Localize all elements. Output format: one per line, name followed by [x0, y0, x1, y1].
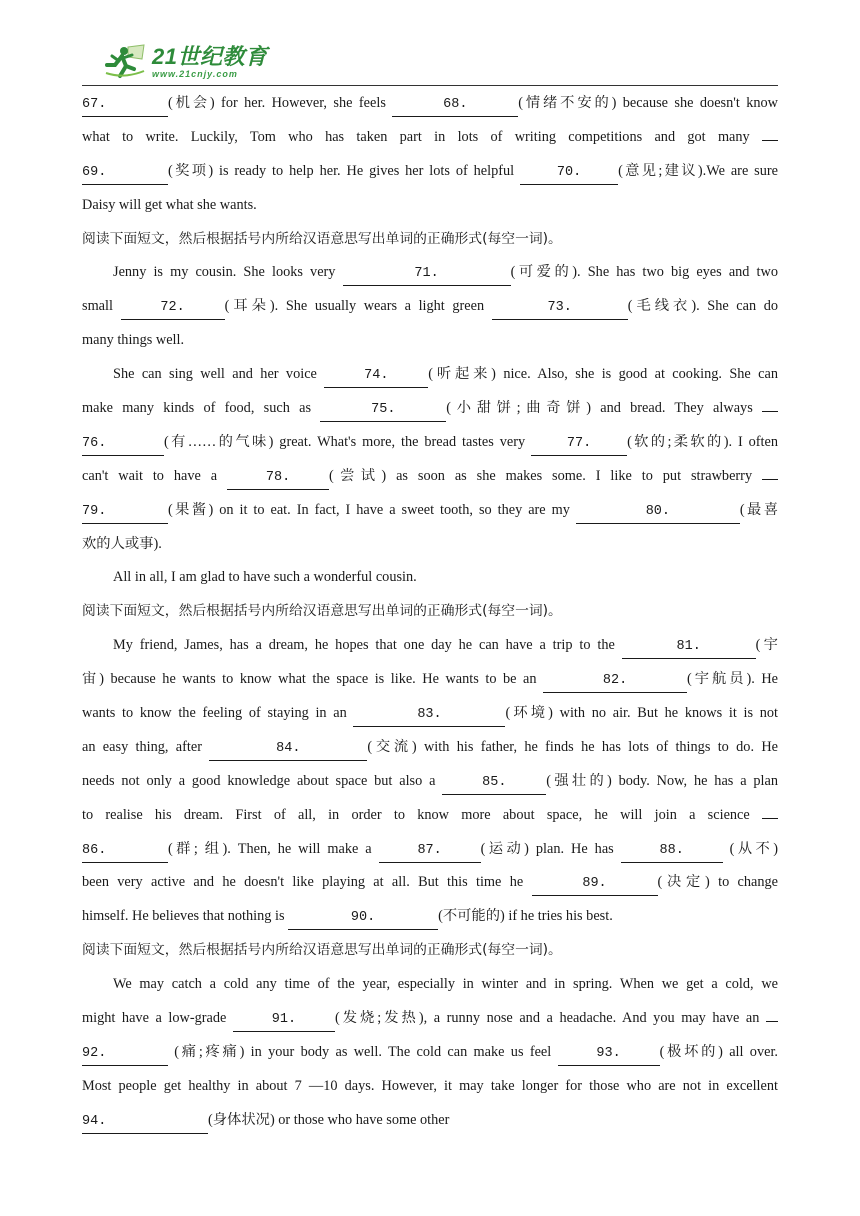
answer-blank-68[interactable]: 68. [392, 94, 518, 117]
text-line: 76. (有……的气味) great. What's more, the bread tastes very 77. (软的;柔软的). I often [82, 426, 778, 460]
text-line: himself. He believes that nothing is 90. (不可能的) if he tries his best. [82, 900, 778, 934]
answer-blank-78[interactable]: 78. [227, 467, 329, 490]
text-line: an easy thing, after 84. (交流) with his father, he finds he has lots of things to do. He [82, 731, 778, 765]
text-line: needs not only a good knowledge about space but also a 85. (强壮的) body. Now, he has a plan [82, 765, 778, 799]
text-line: All in all, I am glad to have such a wonderful cousin. [113, 569, 417, 586]
text-line: We may catch a cold any time of the year, especially in winter and in spring. When we get a cold, we [113, 976, 778, 993]
answer-blank-77[interactable]: 77. [531, 433, 627, 456]
answer-blank-85[interactable]: 85. [442, 772, 546, 795]
text-line: Jenny is my cousin. She looks very 71. (可爱的). She has two big eyes and two [82, 256, 778, 290]
section-instruction: 阅读下面短文，然后根据括号内所给汉语意思写出单词的正确形式(每空一词)。 [82, 603, 562, 620]
section-instruction: 阅读下面短文，然后根据括号内所给汉语意思写出单词的正确形式(每空一词)。 [82, 230, 562, 247]
page-header [82, 40, 778, 86]
answer-blank-82[interactable]: 82. [543, 670, 687, 693]
blank-stub [766, 1007, 778, 1022]
text-line: Most people get healthy in about 7 —10 days. However, it may take longer for those who are not in excellent [82, 1077, 778, 1094]
answer-blank-94[interactable]: 94. [82, 1111, 208, 1134]
answer-blank-84[interactable]: 84. [209, 738, 367, 761]
blank-stub [762, 804, 778, 819]
text-line: My friend, James, has a dream, he hopes that one day he can have a trip to the 81. (宇 [82, 629, 778, 663]
answer-blank-75[interactable]: 75. [320, 399, 446, 422]
text-line: 欢的人或事). [82, 535, 162, 552]
text-line: to realise his dream. First of all, in order to know more about space, he will join a science [82, 799, 778, 833]
text-line: what to write. Luckily, Tom who has taken part in lots of writing competitions and got many [82, 121, 778, 155]
answer-blank-73[interactable]: 73. [492, 297, 628, 320]
answer-blank-91[interactable]: 91. [233, 1009, 335, 1032]
text-line: can't wait to have a 78. (尝试) as soon as she makes some. I like to put strawberry [82, 460, 778, 494]
answer-blank-86[interactable]: 86. [82, 840, 168, 863]
blank-stub [762, 465, 778, 480]
text-line: Daisy will get what she wants. [82, 196, 257, 213]
site-logo [104, 42, 267, 82]
text-line: make many kinds of food, such as 75. (小甜饼;曲奇饼) and bread. They always [82, 392, 778, 426]
logo-url: www.21cnjy.com [152, 68, 238, 79]
answer-blank-90[interactable]: 90. [288, 907, 438, 930]
answer-blank-72[interactable]: 72. [121, 297, 225, 320]
text-line: 67. (机会) for her. However, she feels 68. (情绪不安的) because she doesn't know [82, 87, 778, 121]
answer-blank-67[interactable]: 67. [82, 94, 168, 117]
answer-blank-83[interactable]: 83. [353, 704, 505, 727]
answer-blank-89[interactable]: 89. [532, 873, 658, 896]
answer-blank-79[interactable]: 79. [82, 501, 168, 524]
text-line: 69. (奖项) is ready to help her. He gives her lots of helpful 70. (意见;建议).We are sure [82, 155, 778, 189]
text-line: 宙) because he wants to know what the space is like. He wants to be an 82. (宇航员). He [82, 663, 778, 697]
runner-logo-icon [104, 43, 148, 81]
logo-wordmark: 21世纪教育 [152, 43, 268, 69]
answer-blank-74[interactable]: 74. [324, 365, 428, 388]
blank-stub [762, 397, 778, 412]
text-line: She can sing well and her voice 74. (听起来) nice. Also, she is good at cooking. She can [82, 358, 778, 392]
answer-blank-71[interactable]: 71. [343, 263, 511, 286]
answer-blank-92[interactable]: 92. [82, 1043, 168, 1066]
answer-blank-81[interactable]: 81. [622, 636, 756, 659]
text-line: many things well. [82, 332, 185, 349]
blank-stub [762, 126, 778, 141]
text-line: been very active and he doesn't like playing at all. But this time he 89. (决定) to change [82, 866, 778, 900]
text-line: 94. (身体状况) or those who have some other [82, 1104, 778, 1138]
text-line: 86. (群; 组). Then, he will make a 87. (运动) plan. He has 88. (从不) [82, 833, 778, 867]
worksheet-body [82, 87, 778, 1138]
answer-blank-88[interactable]: 88. [621, 840, 723, 863]
text-line: 92. (痛;疼痛) in your body as well. The cold can make us feel 93. (极坏的) all over. [82, 1036, 778, 1070]
answer-blank-93[interactable]: 93. [558, 1043, 660, 1066]
text-line: small 72. (耳朵). She usually wears a light green 73. (毛线衣). She can do [82, 290, 778, 324]
answer-blank-70[interactable]: 70. [520, 162, 618, 185]
answer-blank-76[interactable]: 76. [82, 433, 164, 456]
header-divider [82, 85, 778, 86]
text-line: wants to know the feeling of staying in an 83. (环境) with no air. But he knows it is not [82, 697, 778, 731]
answer-blank-87[interactable]: 87. [379, 840, 481, 863]
text-line: might have a low-grade 91. (发烧;发热), a runny nose and a headache. And you may have an [82, 1002, 778, 1036]
answer-blank-80[interactable]: 80. [576, 501, 740, 524]
text-line: 79. (果酱) on it to eat. In fact, I have a sweet tooth, so they are my 80. (最喜 [82, 494, 778, 528]
answer-blank-69[interactable]: 69. [82, 162, 168, 185]
section-instruction: 阅读下面短文，然后根据括号内所给汉语意思写出单词的正确形式(每空一词)。 [82, 942, 562, 959]
